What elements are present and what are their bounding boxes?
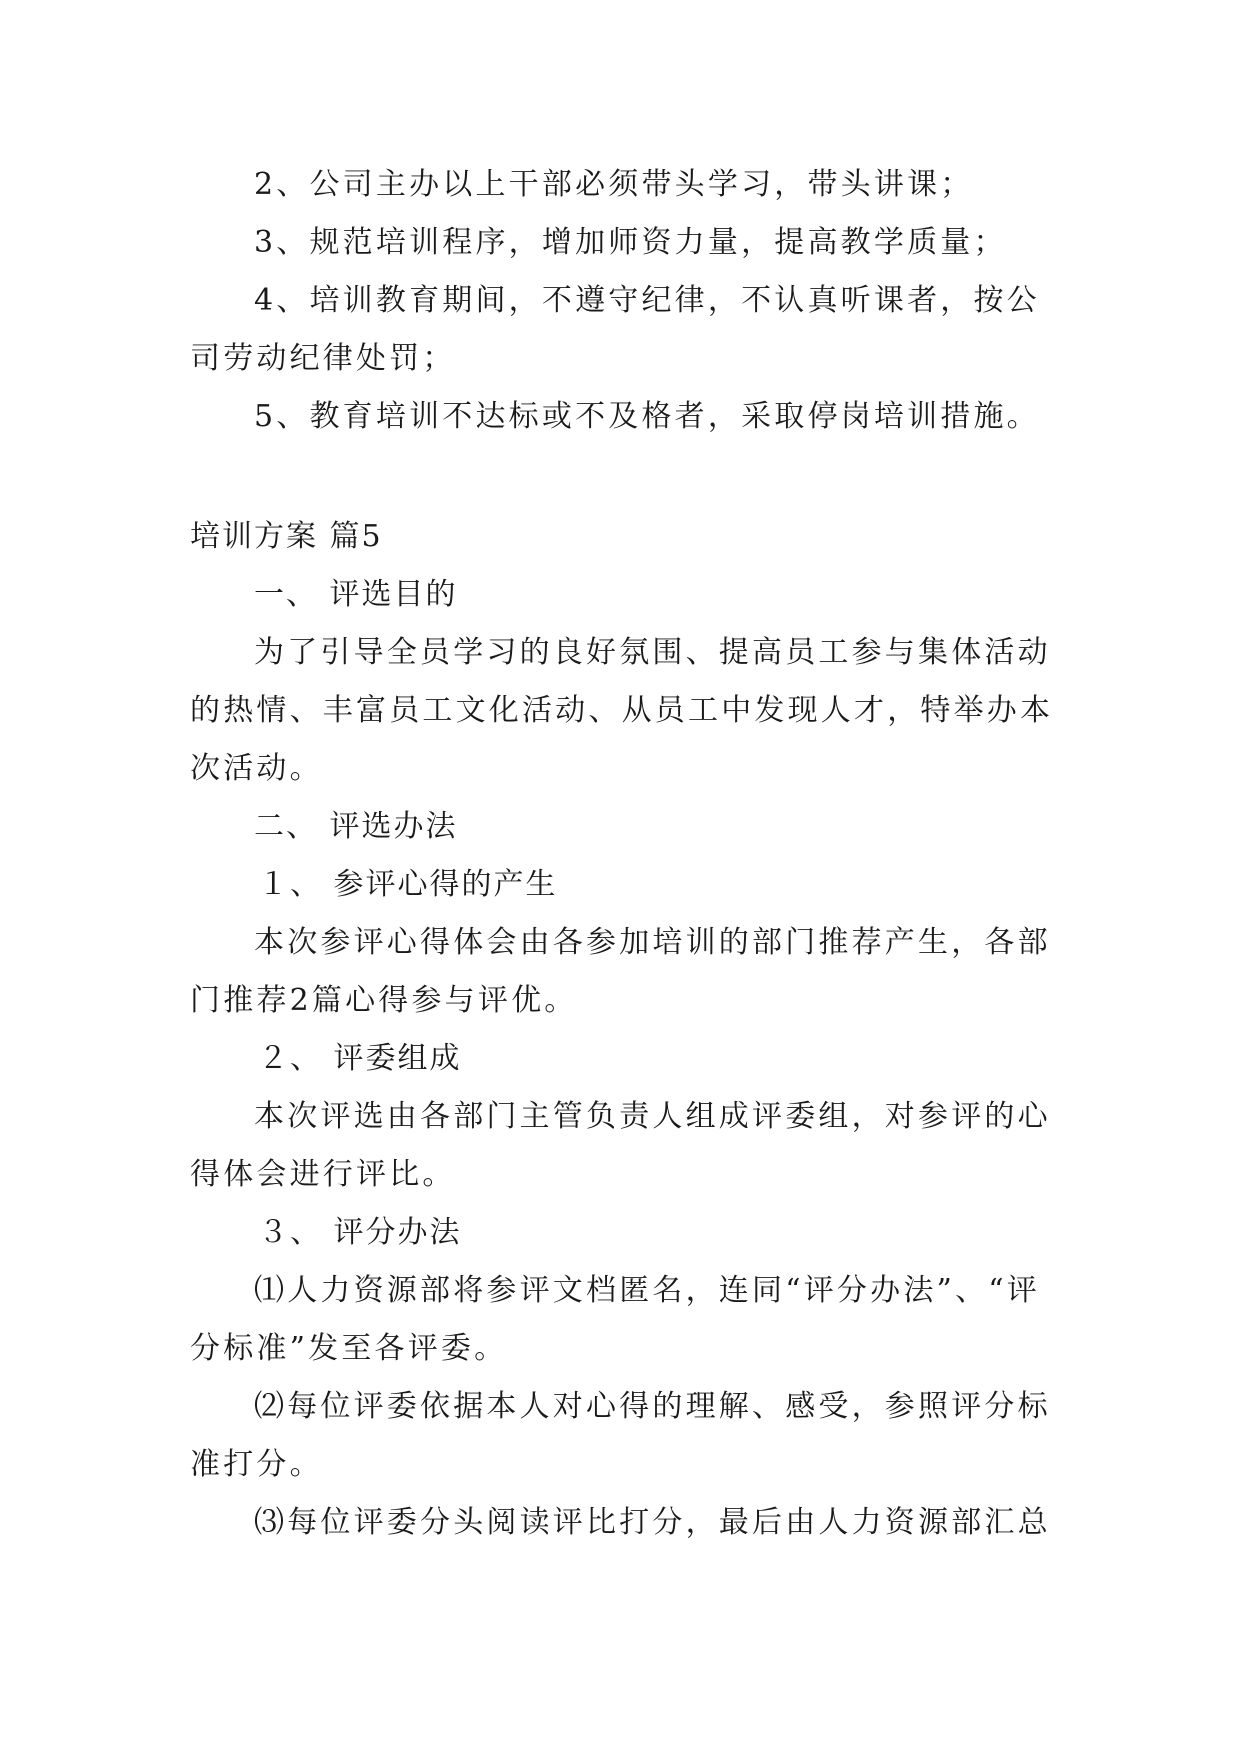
sub1-heading: １、 参评心得的产生: [258, 867, 558, 902]
list-item-4-line1: 4、培训教育期间，不遵守纪律，不认真听课者，按公: [254, 283, 1040, 318]
list-item-5: 5、教育培训不达标或不及格者，采取停岗培训措施。: [254, 399, 1040, 434]
sub3-body-line3: ⑵每位评委依据本人对心得的理解、感受，参照评分标: [254, 1389, 1051, 1424]
sub1-body-line1: 本次参评心得体会由各参加培训的部门推荐产生，各部: [254, 925, 1051, 960]
sub2-body-line1: 本次评选由各部门主管负责人组成评委组，对参评的心: [254, 1099, 1051, 1134]
sub2-heading: ２、 评委组成: [258, 1041, 462, 1076]
sub3-body-line1: ⑴人力资源部将参评文档匿名，连同“评分办法”、“评: [254, 1273, 1041, 1308]
section1-body-line1: 为了引导全员学习的良好氛围、提高员工参与集体活动: [254, 635, 1051, 670]
section1-body-line2: 的热情、丰富员工文化活动、从员工中发现人才，特举办本: [190, 693, 1054, 728]
section2-heading: 二、 评选办法: [254, 809, 458, 844]
list-item-2: 2、公司主办以上干部必须带头学习，带头讲课；: [254, 167, 974, 202]
list-item-3: 3、规范培训程序，增加师资力量，提高教学质量；: [254, 225, 1007, 260]
section1-heading: 一、 评选目的: [254, 577, 458, 612]
sub3-body-line5: ⑶每位评委分头阅读评比打分，最后由人力资源部汇总: [254, 1505, 1051, 1540]
sub3-body-line2: 分标准”发至各评委。: [190, 1331, 508, 1366]
sub1-body-line2: 门推荐2篇心得参与评优。: [190, 983, 578, 1018]
sub2-body-line2: 得体会进行评比。: [190, 1157, 456, 1192]
sub3-body-line4: 准打分。: [190, 1447, 323, 1482]
section1-body-line3: 次活动。: [190, 751, 323, 786]
list-item-4-line2: 司劳动纪律处罚；: [190, 341, 456, 376]
section-title: 培训方案 篇5: [190, 519, 383, 554]
sub3-heading: ３、 评分办法: [258, 1215, 462, 1250]
